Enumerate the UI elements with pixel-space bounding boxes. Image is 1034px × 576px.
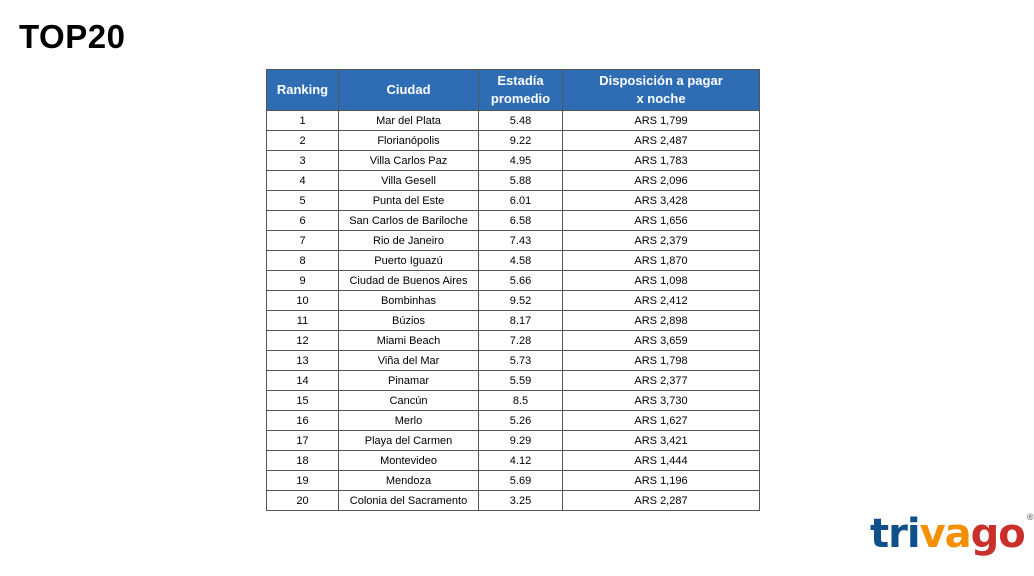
cell-ranking: 16: [267, 411, 339, 431]
cell-ranking: 14: [267, 371, 339, 391]
cell-ciudad: Florianópolis: [339, 131, 479, 151]
cell-ciudad: Búzios: [339, 311, 479, 331]
cell-estadia: 4.58: [479, 251, 563, 271]
table-row: [267, 211, 760, 231]
cell-disposicion: ARS 1,798: [563, 351, 760, 371]
cell-ranking: 7: [267, 231, 339, 251]
cell-disposicion: ARS 3,730: [563, 391, 760, 411]
cell-ciudad: Viña del Mar: [339, 351, 479, 371]
cell-estadia: 5.59: [479, 371, 563, 391]
cell-estadia: 9.52: [479, 291, 563, 311]
cell-ranking: 18: [267, 451, 339, 471]
table-row: [267, 151, 760, 171]
cell-ciudad: Puerto Iguazú: [339, 251, 479, 271]
cell-ranking: 15: [267, 391, 339, 411]
top20-table: [266, 69, 760, 511]
cell-disposicion: ARS 2,379: [563, 231, 760, 251]
table-row: [267, 291, 760, 311]
page-title: TOP20: [19, 18, 126, 55]
cell-estadia: 4.12: [479, 451, 563, 471]
cell-ranking: 17: [267, 431, 339, 451]
cell-estadia: 9.22: [479, 131, 563, 151]
cell-ciudad: Miami Beach: [339, 331, 479, 351]
table-row: [267, 191, 760, 211]
cell-ciudad: Mendoza: [339, 471, 479, 491]
cell-disposicion: ARS 1,870: [563, 251, 760, 271]
cell-ranking: 4: [267, 171, 339, 191]
cell-disposicion: ARS 1,444: [563, 451, 760, 471]
cell-ciudad: Rio de Janeiro: [339, 231, 479, 251]
cell-ranking: 10: [267, 291, 339, 311]
cell-ranking: 9: [267, 271, 339, 291]
cell-ciudad: Cancún: [339, 391, 479, 411]
cell-ciudad: Playa del Carmen: [339, 431, 479, 451]
cell-ciudad: Villa Carlos Paz: [339, 151, 479, 171]
table-row: [267, 251, 760, 271]
table-row: [267, 131, 760, 151]
cell-estadia: 5.26: [479, 411, 563, 431]
cell-disposicion: ARS 3,428: [563, 191, 760, 211]
table-row: [267, 451, 760, 471]
cell-ranking: 1: [267, 111, 339, 131]
registered-mark: ®: [1025, 513, 1034, 523]
cell-estadia: 6.58: [479, 211, 563, 231]
cell-estadia: 8.5: [479, 391, 563, 411]
table-row: [267, 491, 760, 511]
cell-ciudad: Pinamar: [339, 371, 479, 391]
cell-estadia: 5.88: [479, 171, 563, 191]
cell-ciudad: Villa Gesell: [339, 171, 479, 191]
cell-estadia: 9.29: [479, 431, 563, 451]
table-row: [267, 411, 760, 431]
header-estadia: Estadía promedio: [479, 70, 563, 111]
table-row: [267, 331, 760, 351]
table-row: [267, 391, 760, 411]
cell-ranking: 11: [267, 311, 339, 331]
cell-ciudad: Punta del Este: [339, 191, 479, 211]
cell-disposicion: ARS 3,659: [563, 331, 760, 351]
cell-estadia: 7.43: [479, 231, 563, 251]
table-header-row: [267, 70, 760, 111]
cell-disposicion: ARS 1,196: [563, 471, 760, 491]
cell-ranking: 19: [267, 471, 339, 491]
cell-estadia: 8.17: [479, 311, 563, 331]
table-row: [267, 111, 760, 131]
cell-ciudad: Mar del Plata: [339, 111, 479, 131]
cell-ranking: 20: [267, 491, 339, 511]
cell-disposicion: ARS 1,799: [563, 111, 760, 131]
cell-ranking: 8: [267, 251, 339, 271]
cell-ciudad: Ciudad de Buenos Aires: [339, 271, 479, 291]
cell-ciudad: San Carlos de Bariloche: [339, 211, 479, 231]
cell-ciudad: Bombinhas: [339, 291, 479, 311]
cell-ranking: 2: [267, 131, 339, 151]
table-row: [267, 231, 760, 251]
cell-ranking: 13: [267, 351, 339, 371]
cell-disposicion: ARS 1,098: [563, 271, 760, 291]
cell-disposicion: ARS 3,421: [563, 431, 760, 451]
cell-disposicion: ARS 2,287: [563, 491, 760, 511]
cell-ciudad: Montevideo: [339, 451, 479, 471]
cell-disposicion: ARS 2,096: [563, 171, 760, 191]
table-row: [267, 171, 760, 191]
cell-estadia: 3.25: [479, 491, 563, 511]
cell-ranking: 5: [267, 191, 339, 211]
header-ciudad: Ciudad: [339, 70, 479, 111]
header-disposicion: Disposición a pagar x noche: [563, 70, 760, 111]
table-row: [267, 471, 760, 491]
table-row: [267, 371, 760, 391]
logo-part-1: tri: [870, 511, 920, 557]
cell-estadia: 7.28: [479, 331, 563, 351]
logo-part-2: va: [919, 511, 971, 557]
cell-disposicion: ARS 1,656: [563, 211, 760, 231]
cell-estadia: 4.95: [479, 151, 563, 171]
cell-ciudad: Colonia del Sacramento: [339, 491, 479, 511]
table-row: [267, 351, 760, 371]
cell-disposicion: ARS 2,898: [563, 311, 760, 331]
table-row: [267, 271, 760, 291]
cell-disposicion: ARS 2,412: [563, 291, 760, 311]
cell-ranking: 6: [267, 211, 339, 231]
cell-disposicion: ARS 2,377: [563, 371, 760, 391]
header-ranking: Ranking: [267, 70, 339, 111]
cell-ranking: 3: [267, 151, 339, 171]
cell-estadia: 5.73: [479, 351, 563, 371]
cell-disposicion: ARS 2,487: [563, 131, 760, 151]
table-row: [267, 431, 760, 451]
cell-estadia: 5.69: [479, 471, 563, 491]
cell-estadia: 5.48: [479, 111, 563, 131]
table-row: [267, 311, 760, 331]
cell-ranking: 12: [267, 331, 339, 351]
cell-estadia: 5.66: [479, 271, 563, 291]
logo-part-3: go: [970, 511, 1025, 557]
cell-ciudad: Merlo: [339, 411, 479, 431]
cell-disposicion: ARS 1,783: [563, 151, 760, 171]
trivago-logo: [870, 511, 1034, 557]
cell-disposicion: ARS 1,627: [563, 411, 760, 431]
cell-estadia: 6.01: [479, 191, 563, 211]
